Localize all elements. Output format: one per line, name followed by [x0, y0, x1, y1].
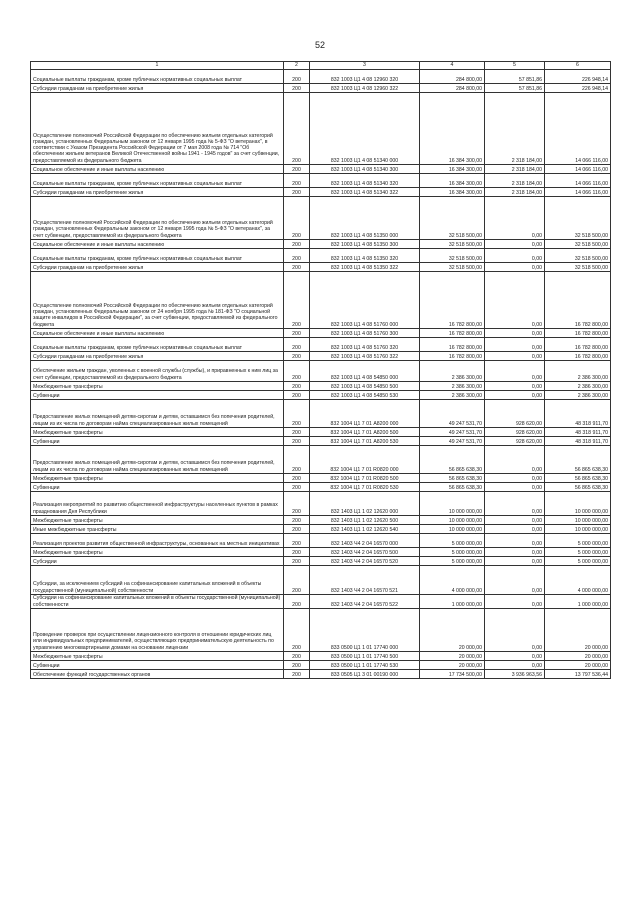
- cell-name: Иные межбюджетные трансферты: [31, 525, 284, 534]
- cell-col2: 200: [284, 566, 310, 595]
- cell-col4: 284 800,00: [420, 84, 485, 93]
- table-row: [31, 338, 611, 352]
- table-row: [31, 483, 611, 492]
- cell-code: 833 0500 Ц1 1 01 17740 000: [310, 609, 420, 652]
- cell-col5: 0,00: [485, 525, 545, 534]
- cell-col6: 5 000 000,00: [545, 534, 611, 548]
- cell-name: Межбюджетные трансферты: [31, 474, 284, 483]
- cell-name: Социальные выплаты гражданам, кроме публичных нормативных социальных выплат: [31, 338, 284, 352]
- cell-col4: 16 782 800,00: [420, 272, 485, 329]
- table-row: [31, 249, 611, 263]
- table-row: [31, 492, 611, 516]
- cell-code: 832 1403 Ц1 1 02 12620 500: [310, 516, 420, 525]
- cell-col2: 200: [284, 534, 310, 548]
- cell-col2: 200: [284, 609, 310, 652]
- cell-col4: 5 000 000,00: [420, 557, 485, 566]
- cell-name: Социальное обеспечение и иные выплаты населению: [31, 329, 284, 338]
- table-body: [31, 70, 611, 679]
- cell-col4: 5 000 000,00: [420, 548, 485, 557]
- cell-col6: 5 000 000,00: [545, 548, 611, 557]
- table-row: [31, 474, 611, 483]
- cell-col2: 200: [284, 661, 310, 670]
- cell-name: Осуществление полномочий Российской Федерации по обеспечению жильем отдельных категорий граждан, установленных Федеральным законом от 12 января 1995 года № 5-ФЗ "О ветеранах", в соответствии с Указом Президента Российской Федерации от 7 мая 2008 года № 714 "Об обеспечении жильем ветеранов Великой Отечественной войны 1941 - 1945 годов" за счет субвенции, предоставляемой из федерального бюджета: [31, 93, 284, 165]
- cell-col2: 200: [284, 165, 310, 174]
- cell-col5: 2 318 184,00: [485, 174, 545, 188]
- cell-col6: 20 000,00: [545, 661, 611, 670]
- cell-name: Субсидии гражданам на приобретение жилья: [31, 84, 284, 93]
- cell-col2: 200: [284, 272, 310, 329]
- cell-col6: 5 000 000,00: [545, 557, 611, 566]
- cell-name: Обеспечение функций государственных органов: [31, 670, 284, 679]
- cell-col2: 200: [284, 70, 310, 84]
- cell-col6: 13 797 536,44: [545, 670, 611, 679]
- column-header-5: 5: [485, 62, 545, 70]
- cell-col4: 49 247 531,70: [420, 437, 485, 446]
- table-row: [31, 670, 611, 679]
- cell-col4: 16 384 300,00: [420, 165, 485, 174]
- cell-name: Субвенции: [31, 661, 284, 670]
- cell-col2: 200: [284, 197, 310, 240]
- cell-code: 832 1004 Ц1 7 01 A8200 500: [310, 428, 420, 437]
- cell-col4: 17 734 500,00: [420, 670, 485, 679]
- cell-col5: 2 318 184,00: [485, 93, 545, 165]
- cell-col5: 928 620,00: [485, 428, 545, 437]
- cell-col5: 0,00: [485, 329, 545, 338]
- cell-code: 832 1003 Ц1 4 08 51350 322: [310, 263, 420, 272]
- cell-name: Субсидии: [31, 557, 284, 566]
- cell-code: 832 1003 Ц1 4 08 54850 500: [310, 382, 420, 391]
- cell-col6: 2 386 300,00: [545, 391, 611, 400]
- cell-col2: 200: [284, 240, 310, 249]
- cell-name: Обеспечение жильем граждан, уволенных с военной службы (службы), и приравненных к ним лиц за счет субвенции, предоставляемой из федерального бюджета: [31, 361, 284, 382]
- cell-col2: 200: [284, 249, 310, 263]
- cell-code: 832 1003 Ц1 4 08 51340 322: [310, 188, 420, 197]
- cell-name: Предоставление жилых помещений детям-сиротам и детям, оставшимся без попечения родителей, лицам из их числа по договорам найма специализированных жилых помещений: [31, 446, 284, 474]
- cell-col5: 0,00: [485, 382, 545, 391]
- cell-code: 832 1003 Ц1 4 08 51760 322: [310, 352, 420, 361]
- cell-col5: 0,00: [485, 263, 545, 272]
- cell-name: Реализация проектов развития общественной инфраструктуры, основанных на местных инициативах: [31, 534, 284, 548]
- cell-col6: 10 000 000,00: [545, 492, 611, 516]
- cell-name: Межбюджетные трансферты: [31, 382, 284, 391]
- cell-col6: 14 066 116,00: [545, 93, 611, 165]
- cell-col2: 200: [284, 84, 310, 93]
- cell-col4: 5 000 000,00: [420, 534, 485, 548]
- cell-code: 832 1003 Ц1 4 08 51760 300: [310, 329, 420, 338]
- budget-table: [30, 61, 611, 679]
- cell-col4: 2 386 300,00: [420, 382, 485, 391]
- cell-col2: 200: [284, 329, 310, 338]
- cell-col4: 20 000,00: [420, 661, 485, 670]
- cell-name: Межбюджетные трансферты: [31, 428, 284, 437]
- table-row: [31, 534, 611, 548]
- cell-col2: 200: [284, 548, 310, 557]
- cell-col6: 1 000 000,00: [545, 595, 611, 609]
- cell-col6: 20 000,00: [545, 652, 611, 661]
- cell-col2: 200: [284, 361, 310, 382]
- cell-col4: 4 000 000,00: [420, 566, 485, 595]
- cell-code: 833 0505 Ц1 3 01 00190 000: [310, 670, 420, 679]
- table-row: [31, 188, 611, 197]
- table-row: [31, 84, 611, 93]
- cell-name: Осуществление полномочий Российской Федерации по обеспечению жильем отдельных категорий граждан, установленных Федеральным законом от 12 января 1995 года № 5-ФЗ "О ветеранах", за счет субвенции, предоставляемой из федерального бюджета: [31, 197, 284, 240]
- cell-col6: 14 066 116,00: [545, 174, 611, 188]
- cell-name: Субсидии на софинансирование капитальных вложений в объекты государственной (муниципальной) собственности: [31, 595, 284, 609]
- cell-col2: 200: [284, 93, 310, 165]
- cell-col5: 0,00: [485, 474, 545, 483]
- cell-col5: 57 851,86: [485, 70, 545, 84]
- cell-name: Субвенции: [31, 483, 284, 492]
- table-row: [31, 93, 611, 165]
- cell-col4: 16 782 800,00: [420, 329, 485, 338]
- cell-code: 832 1003 Ц1 4 08 51340 320: [310, 174, 420, 188]
- cell-col5: 0,00: [485, 492, 545, 516]
- cell-col4: 49 247 531,70: [420, 428, 485, 437]
- table-row: [31, 391, 611, 400]
- cell-col5: 2 318 184,00: [485, 165, 545, 174]
- cell-name: Социальное обеспечение и иные выплаты населению: [31, 240, 284, 249]
- cell-code: 832 1004 Ц1 7 01 A8200 000: [310, 400, 420, 428]
- cell-col6: 226 948,14: [545, 84, 611, 93]
- cell-code: 832 1403 Ч4 2 04 16570 522: [310, 595, 420, 609]
- cell-col4: 49 247 531,70: [420, 400, 485, 428]
- cell-col5: 57 851,86: [485, 84, 545, 93]
- cell-col2: 200: [284, 437, 310, 446]
- cell-col6: 4 000 000,00: [545, 566, 611, 595]
- column-header-4: 4: [420, 62, 485, 70]
- cell-name: Осуществление полномочий Российской Федерации по обеспечению жильем отдельных категорий граждан, установленных Федеральным законом от 24 ноября 1995 года № 181-ФЗ "О социальной защите инвалидов в Российской Федерации", за счет субвенции, предоставляемой из федерального бюджета: [31, 272, 284, 329]
- cell-code: 832 1003 Ц1 4 08 51350 000: [310, 197, 420, 240]
- cell-col6: 56 865 638,30: [545, 474, 611, 483]
- table-row: [31, 652, 611, 661]
- cell-code: 832 1003 Ц1 4 08 54850 000: [310, 361, 420, 382]
- table-row: [31, 70, 611, 84]
- cell-col4: 32 518 500,00: [420, 240, 485, 249]
- cell-col4: 20 000,00: [420, 609, 485, 652]
- cell-col5: 0,00: [485, 391, 545, 400]
- cell-col5: 928 620,00: [485, 437, 545, 446]
- cell-col5: 0,00: [485, 240, 545, 249]
- cell-col2: 200: [284, 492, 310, 516]
- table-row: [31, 272, 611, 329]
- cell-col2: 200: [284, 557, 310, 566]
- cell-col5: 0,00: [485, 548, 545, 557]
- cell-col6: 56 865 638,30: [545, 483, 611, 492]
- cell-name: Субсидии гражданам на приобретение жилья: [31, 352, 284, 361]
- table-row: [31, 525, 611, 534]
- cell-col4: 2 386 300,00: [420, 391, 485, 400]
- cell-code: 832 1003 Ц1 4 08 12960 320: [310, 70, 420, 84]
- cell-col4: 16 782 800,00: [420, 338, 485, 352]
- cell-col6: 48 318 911,70: [545, 428, 611, 437]
- cell-code: 833 0500 Ц1 1 01 17740 530: [310, 661, 420, 670]
- cell-col2: 200: [284, 525, 310, 534]
- cell-col6: 14 066 116,00: [545, 188, 611, 197]
- cell-col2: 200: [284, 174, 310, 188]
- table-header-row: [31, 62, 611, 70]
- cell-col2: 200: [284, 483, 310, 492]
- table-row: [31, 382, 611, 391]
- cell-code: 832 1403 Ч4 2 04 16570 521: [310, 566, 420, 595]
- cell-name: Социальные выплаты гражданам, кроме публичных нормативных социальных выплат: [31, 70, 284, 84]
- cell-col5: 0,00: [485, 249, 545, 263]
- cell-col6: 16 782 800,00: [545, 352, 611, 361]
- cell-col5: 0,00: [485, 338, 545, 352]
- cell-col6: 32 518 500,00: [545, 197, 611, 240]
- table-row: [31, 428, 611, 437]
- cell-name: Субсидии гражданам на приобретение жилья: [31, 188, 284, 197]
- cell-name: Социальные выплаты гражданам, кроме публичных нормативных социальных выплат: [31, 174, 284, 188]
- cell-col2: 200: [284, 516, 310, 525]
- cell-col5: 2 318 184,00: [485, 188, 545, 197]
- cell-col5: 0,00: [485, 197, 545, 240]
- cell-name: Реализация мероприятий по развитию общественной инфраструктуры населенных пунктов в рамках празднования Дня Республики: [31, 492, 284, 516]
- cell-col2: 200: [284, 446, 310, 474]
- cell-name: Социальные выплаты гражданам, кроме публичных нормативных социальных выплат: [31, 249, 284, 263]
- column-header-1: 1: [31, 62, 284, 70]
- cell-name: Субсидии гражданам на приобретение жилья: [31, 263, 284, 272]
- cell-code: 832 1403 Ч4 2 04 16570 500: [310, 548, 420, 557]
- cell-col6: 14 066 116,00: [545, 165, 611, 174]
- cell-name: Предоставление жилых помещений детям-сиротам и детям, оставшимся без попечения родителей, лицам из их числа по договорам найма специализированных жилых помещений: [31, 400, 284, 428]
- cell-col4: 10 000 000,00: [420, 525, 485, 534]
- cell-col4: 32 518 500,00: [420, 249, 485, 263]
- cell-code: 832 1003 Ц1 4 08 51350 300: [310, 240, 420, 249]
- cell-col6: 226 948,14: [545, 70, 611, 84]
- cell-col6: 48 318 911,70: [545, 400, 611, 428]
- cell-col6: 2 386 300,00: [545, 361, 611, 382]
- cell-col4: 56 865 638,30: [420, 483, 485, 492]
- cell-name: Межбюджетные трансферты: [31, 652, 284, 661]
- cell-col4: 56 865 638,30: [420, 474, 485, 483]
- cell-name: Межбюджетные трансферты: [31, 548, 284, 557]
- cell-col2: 200: [284, 595, 310, 609]
- cell-col4: 284 800,00: [420, 70, 485, 84]
- column-header-3: 3: [310, 62, 420, 70]
- table-row: [31, 437, 611, 446]
- cell-col2: 200: [284, 188, 310, 197]
- cell-code: 832 1003 Ц1 4 08 51340 000: [310, 93, 420, 165]
- cell-name: Межбюджетные трансферты: [31, 516, 284, 525]
- cell-col6: 32 518 500,00: [545, 240, 611, 249]
- cell-code: 832 1004 Ц1 7 01 R0820 500: [310, 474, 420, 483]
- table-row: [31, 197, 611, 240]
- cell-col4: 56 865 638,30: [420, 446, 485, 474]
- table-row: [31, 516, 611, 525]
- cell-col2: 200: [284, 352, 310, 361]
- cell-code: 832 1003 Ц1 4 08 12960 322: [310, 84, 420, 93]
- cell-col6: 2 386 300,00: [545, 382, 611, 391]
- cell-col2: 200: [284, 428, 310, 437]
- cell-col6: 32 518 500,00: [545, 263, 611, 272]
- cell-col5: 3 936 963,56: [485, 670, 545, 679]
- table-row: [31, 329, 611, 338]
- cell-col6: 32 518 500,00: [545, 249, 611, 263]
- cell-col4: 32 518 500,00: [420, 197, 485, 240]
- table-row: [31, 165, 611, 174]
- cell-col6: 48 318 911,70: [545, 437, 611, 446]
- cell-code: 832 1403 Ц1 1 02 12620 000: [310, 492, 420, 516]
- cell-col4: 16 384 300,00: [420, 188, 485, 197]
- cell-col2: 200: [284, 474, 310, 483]
- cell-col4: 16 384 300,00: [420, 174, 485, 188]
- cell-code: 832 1004 Ц1 7 01 R0820 530: [310, 483, 420, 492]
- cell-col2: 200: [284, 670, 310, 679]
- cell-col2: 200: [284, 338, 310, 352]
- cell-col5: 0,00: [485, 661, 545, 670]
- cell-name: Проведение проверок при осуществлении лицензионного контроля в отношении юридических лиц или индивидуальных предпринимателей, осуществляющих предпринимательскую деятельность по управлению многоквартирными домами на основании лицензии: [31, 609, 284, 652]
- cell-col4: 32 518 500,00: [420, 263, 485, 272]
- cell-code: 832 1003 Ц1 4 08 51350 320: [310, 249, 420, 263]
- page-number: 52: [314, 40, 325, 50]
- cell-col5: 0,00: [485, 609, 545, 652]
- cell-col6: 16 782 800,00: [545, 272, 611, 329]
- cell-code: 832 1403 Ч4 2 04 16570 000: [310, 534, 420, 548]
- table-row: [31, 263, 611, 272]
- cell-col2: 200: [284, 652, 310, 661]
- cell-col4: 16 384 300,00: [420, 93, 485, 165]
- cell-col2: 200: [284, 400, 310, 428]
- table-row: [31, 557, 611, 566]
- cell-code: 833 0500 Ц1 1 01 17740 500: [310, 652, 420, 661]
- table-row: [31, 661, 611, 670]
- cell-col6: 16 782 800,00: [545, 329, 611, 338]
- cell-code: 832 1403 Ч4 2 04 16570 520: [310, 557, 420, 566]
- cell-col2: 200: [284, 382, 310, 391]
- cell-col4: 10 000 000,00: [420, 492, 485, 516]
- cell-col5: 0,00: [485, 361, 545, 382]
- cell-col5: 0,00: [485, 652, 545, 661]
- cell-col5: 0,00: [485, 516, 545, 525]
- cell-col6: 20 000,00: [545, 609, 611, 652]
- cell-col6: 16 782 800,00: [545, 338, 611, 352]
- cell-name: Субвенции: [31, 437, 284, 446]
- cell-col4: 1 000 000,00: [420, 595, 485, 609]
- table-row: [31, 609, 611, 652]
- cell-code: 832 1003 Ц1 4 08 54850 530: [310, 391, 420, 400]
- table-row: [31, 566, 611, 595]
- cell-col5: 0,00: [485, 595, 545, 609]
- cell-col5: 928 620,00: [485, 400, 545, 428]
- cell-col5: 0,00: [485, 483, 545, 492]
- cell-col5: 0,00: [485, 352, 545, 361]
- cell-col5: 0,00: [485, 446, 545, 474]
- cell-col6: 10 000 000,00: [545, 516, 611, 525]
- cell-code: 832 1003 Ц1 4 08 51760 320: [310, 338, 420, 352]
- table-row: [31, 548, 611, 557]
- cell-col4: 10 000 000,00: [420, 516, 485, 525]
- table-row: [31, 400, 611, 428]
- column-header-6: 6: [545, 62, 611, 70]
- table-row: [31, 595, 611, 609]
- table-row: [31, 352, 611, 361]
- cell-code: 832 1403 Ц1 1 02 12620 540: [310, 525, 420, 534]
- cell-col4: 16 782 800,00: [420, 352, 485, 361]
- cell-name: Субсидии, за исключением субсидий на софинансирование капитальных вложений в объекты государственной (муниципальной) собственности: [31, 566, 284, 595]
- cell-col6: 10 000 000,00: [545, 525, 611, 534]
- table-row: [31, 240, 611, 249]
- cell-code: 832 1003 Ц1 4 08 51340 300: [310, 165, 420, 174]
- cell-col5: 0,00: [485, 534, 545, 548]
- cell-col2: 200: [284, 263, 310, 272]
- cell-col4: 2 386 300,00: [420, 361, 485, 382]
- cell-name: Субвенции: [31, 391, 284, 400]
- cell-code: 832 1003 Ц1 4 08 51760 000: [310, 272, 420, 329]
- table-row: [31, 361, 611, 382]
- cell-col5: 0,00: [485, 272, 545, 329]
- cell-name: Социальное обеспечение и иные выплаты населению: [31, 165, 284, 174]
- cell-code: 832 1004 Ц1 7 01 R0820 000: [310, 446, 420, 474]
- cell-col5: 0,00: [485, 557, 545, 566]
- table-row: [31, 174, 611, 188]
- column-header-2: 2: [284, 62, 310, 70]
- cell-code: 832 1004 Ц1 7 01 A8200 530: [310, 437, 420, 446]
- cell-col5: 0,00: [485, 566, 545, 595]
- table-row: [31, 446, 611, 474]
- cell-col4: 20 000,00: [420, 652, 485, 661]
- cell-col6: 56 865 638,30: [545, 446, 611, 474]
- cell-col2: 200: [284, 391, 310, 400]
